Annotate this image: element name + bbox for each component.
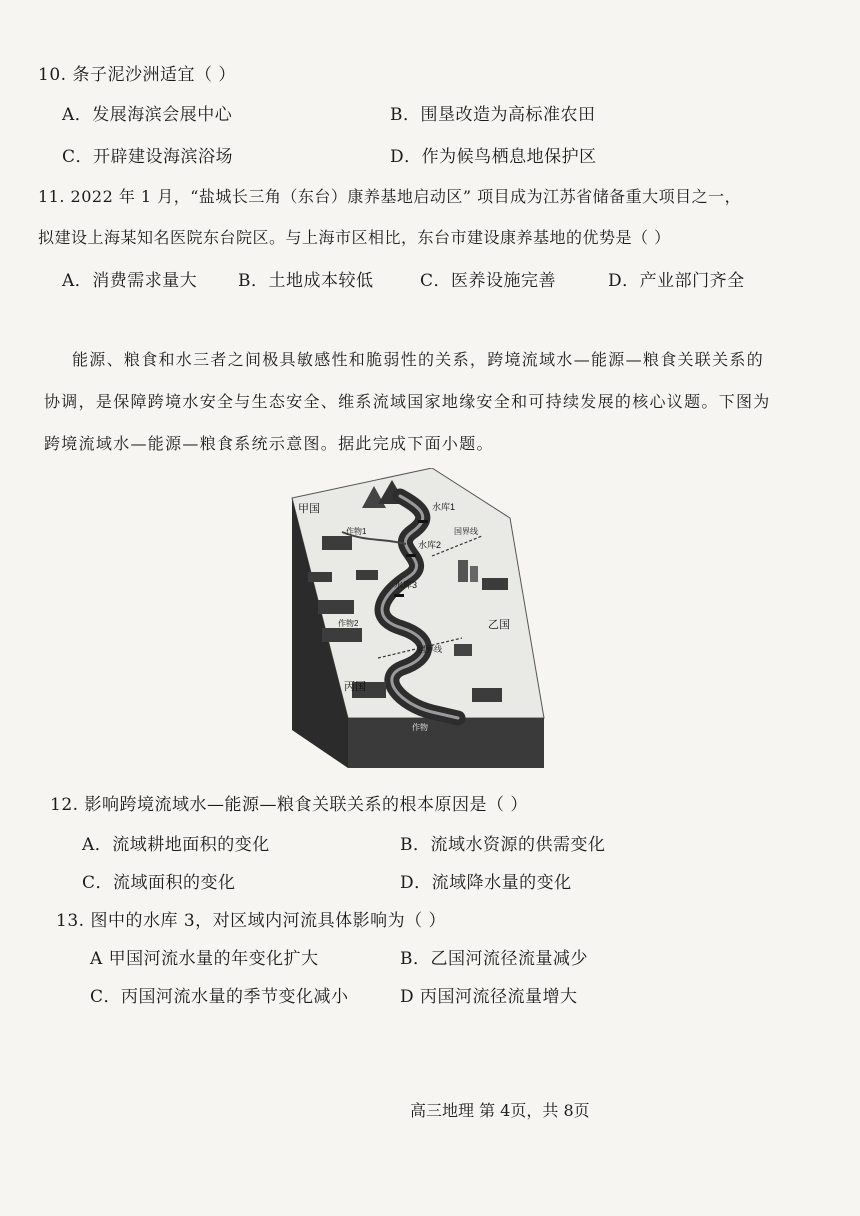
q13-option-c: C．丙国河流水量的季节变化减小 bbox=[90, 987, 349, 1007]
q13-option-a: A 甲国河流水量的年变化扩大 bbox=[90, 949, 319, 969]
crop-field bbox=[318, 600, 354, 614]
q10-option-a: A．发展海滨会展中心 bbox=[62, 105, 233, 125]
label-border-1: 国界线 bbox=[454, 527, 478, 536]
q10-option-d: D．作为候鸟栖息地保护区 bbox=[390, 147, 597, 167]
label-reservoir-3: 水库3 bbox=[394, 580, 418, 590]
q12-stem: 12. 影响跨境流域水—能源—粮食关联关系的根本原因是（ ） bbox=[50, 795, 528, 815]
q12-option-c: C．流域面积的变化 bbox=[82, 873, 236, 893]
q10-stem: 10. 条子泥沙洲适宜（ ） bbox=[38, 65, 236, 85]
label-country-c: 丙国 bbox=[344, 681, 366, 693]
q12-option-a: A．流域耕地面积的变化 bbox=[82, 835, 270, 855]
q13-option-b: B．乙国河流径流量减少 bbox=[400, 949, 588, 969]
label-reservoir-1: 水库1 bbox=[432, 502, 456, 512]
crop-field bbox=[322, 628, 362, 642]
q10-option-b: B．围垦改造为高标准农田 bbox=[390, 105, 596, 125]
crop-field bbox=[322, 536, 352, 550]
q12-option-b: B．流域水资源的供需变化 bbox=[400, 835, 606, 855]
label-crop-small: 作物 bbox=[412, 723, 428, 732]
watershed-diagram bbox=[282, 468, 558, 774]
crop-field bbox=[482, 578, 508, 590]
passage-line2: 协调，是保障跨境水安全与生态安全、维系流域国家地缘安全和可持续发展的核心议题。下图为 bbox=[44, 392, 771, 411]
q11-option-a: A．消费需求量大 bbox=[62, 271, 198, 291]
q11-option-d: D．产业部门齐全 bbox=[608, 271, 745, 291]
q11-option-c: C．医养设施完善 bbox=[420, 271, 557, 291]
q11-option-b: B．土地成本较低 bbox=[238, 271, 374, 291]
label-reservoir-2: 水库2 bbox=[418, 540, 442, 550]
label-country-b: 乙国 bbox=[488, 619, 510, 631]
dam-2 bbox=[406, 554, 416, 557]
q10-option-c: C．开辟建设海滨浴场 bbox=[62, 147, 234, 167]
crop-field bbox=[356, 570, 378, 580]
building-icon bbox=[470, 566, 478, 582]
factory-icon bbox=[454, 644, 472, 656]
passage-line1: 能源、粮食和水三者之间极具敏感性和脆弱性的关系，跨境流域水—能源—粮食关联关系的 bbox=[72, 350, 765, 369]
label-crop-1: 作物1 bbox=[346, 527, 367, 536]
label-country-a: 甲国 bbox=[298, 503, 320, 515]
crop-field bbox=[308, 572, 332, 582]
label-crop-2: 作物2 bbox=[338, 619, 359, 628]
q13-stem: 13. 图中的水库 3，对区域内河流具体影响为（ ） bbox=[56, 911, 447, 931]
diagram-front-face bbox=[348, 718, 544, 768]
passage-line3: 跨境流域水—能源—粮食系统示意图。据此完成下面小题。 bbox=[44, 434, 494, 453]
q13-option-d: D 丙国河流径流量增大 bbox=[400, 987, 578, 1007]
dam-1 bbox=[418, 520, 428, 523]
page-footer: 高三地理 第 4页，共 8页 bbox=[410, 1101, 590, 1120]
crop-field bbox=[472, 688, 502, 702]
label-border-2: 国界线 bbox=[418, 645, 442, 654]
q11-stem-line1: 11. 2022 年 1 月，“盐城长三角（东台）康养基地启动区” 项目成为江苏省储备重大项目之一， bbox=[38, 187, 742, 206]
building-icon bbox=[458, 560, 468, 582]
q11-stem-line2: 拟建设上海某知名医院东台院区。与上海市区相比，东台市建设康养基地的优势是（ ） bbox=[38, 228, 671, 247]
q12-option-d: D．流域降水量的变化 bbox=[400, 873, 572, 893]
dam-3 bbox=[394, 594, 404, 597]
